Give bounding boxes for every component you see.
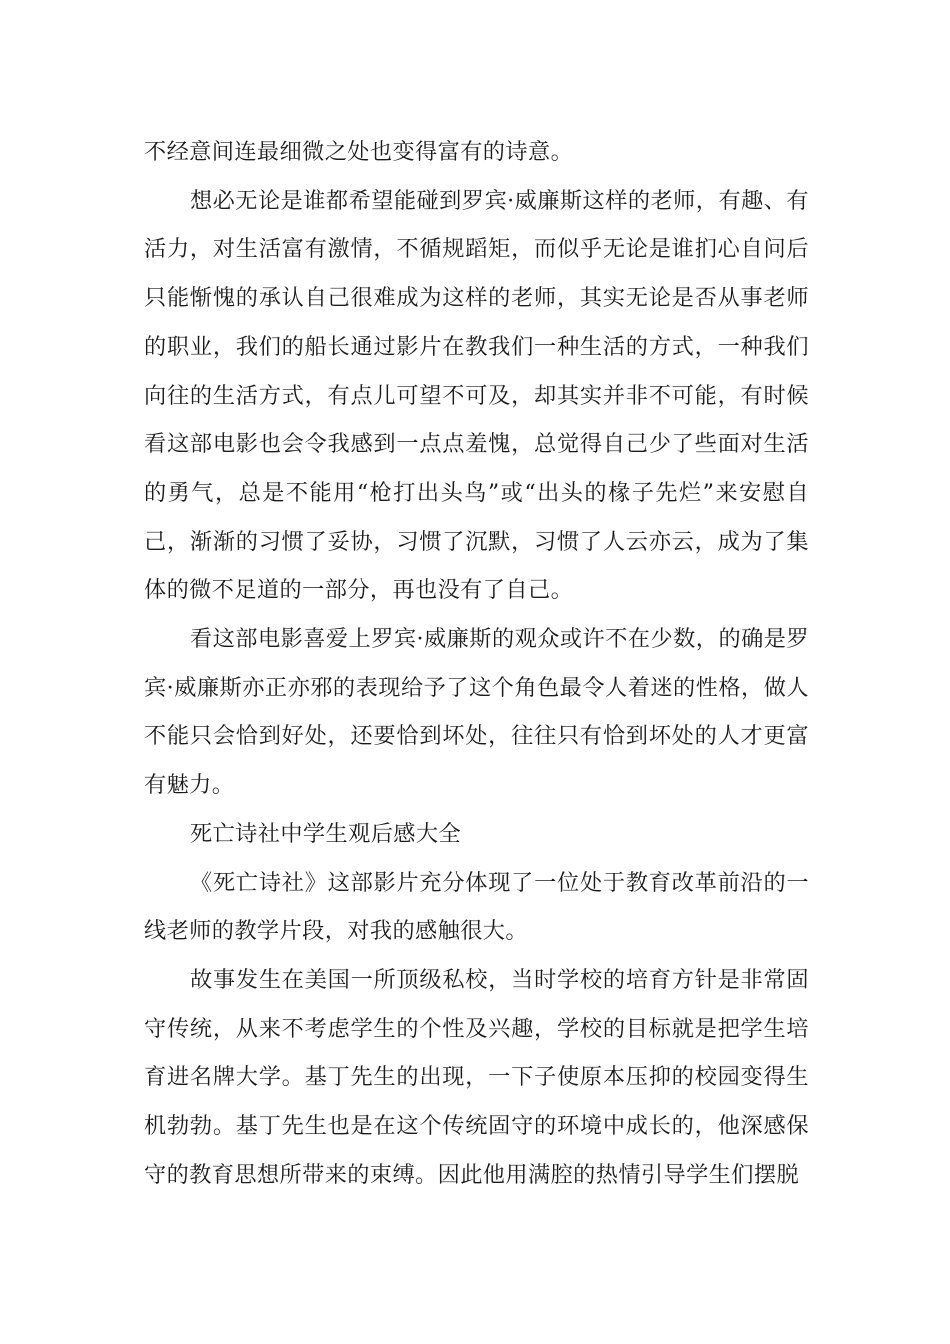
paragraph-continuation: 不经意间连最细微之处也变得富有的诗意。 [144,139,574,165]
document-body [144,128,809,1199]
paragraph-story: 故事发生在美国一所顶级私校，当时学校的培育方针是非常固守传统，从来不考虑学生的个性及兴趣，学校的目标就是把学生培育进名牌大学。基丁先生的出现，一下子使原本压抑的校园变得生机勃勃。基丁先生也是在这个传统固守的环境中成长的，他深感保守的教育思想所带来的束缚。因此他用满腔的热情引导学生们摆脱 [144,966,809,1188]
section-heading: 死亡诗社中学生观后感大全 [190,820,462,847]
paragraph-robin-williams: 看这部电影喜爱上罗宾·威廉斯的观众或许不在少数，的确是罗宾·威廉斯亦正亦邪的表现给予了这个角色最令人着迷的性格，做人不能只会恰到好处，还要恰到坏处，往往只有恰到坏处的人才更富有魅力。 [144,626,809,799]
paragraph-teacher-reflection: 想必无论是谁都希望能碰到罗宾·威廉斯这样的老师，有趣、有活力，对生活富有激情，不循规蹈矩，而似乎无论是谁扪心自问后只能惭愧的承认自己很难成为这样的老师，其实无论是否从事老师的职业，我们的船长通过影片在教我们一种生活的方式，一种我们向往的生活方式，有点儿可望不可及，却其实并非不可能，有时候看这部电影也会令我感到一点点羞愧，总觉得自己少了些面对生活的勇气，总是不能用“枪打出头鸟”或“出头的椽子先烂”来安慰自己，渐渐的习惯了妥协，习惯了沉默，习惯了人云亦云，成为了集体的微不足道的一部分，再也没有了自己。 [144,187,809,604]
paragraph-film-intro: 《死亡诗社》这部影片充分体现了一位处于教育改革前沿的一线老师的教学片段，对我的感触很大。 [144,869,809,945]
